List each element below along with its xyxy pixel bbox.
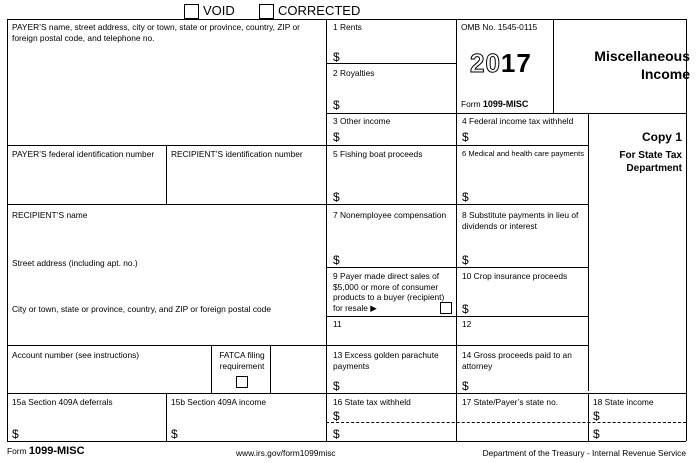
box15a-field[interactable] [24, 410, 165, 440]
box16-dollar-sign-1: $ [333, 409, 340, 423]
footer-url: www.irs.gov/form1099misc [236, 448, 336, 458]
box3-other-income-label: 3 Other income [333, 116, 391, 126]
account-number-field[interactable] [8, 362, 210, 392]
box11-label: 11 [333, 319, 342, 329]
box8-substitute-label: 8 Substitute payments in lieu of dividends or interest [462, 210, 579, 231]
payer-fed-id-label: PAYER’S federal identification number [12, 149, 155, 159]
box12-field[interactable] [457, 330, 587, 344]
fatca-checkbox[interactable] [236, 376, 248, 388]
recipient-name-label: RECIPIENT’S name [12, 210, 88, 220]
corrected-label: CORRECTED [278, 3, 361, 18]
box13-dollar-sign: $ [333, 379, 340, 393]
footer-form-name: Form 1099-MISC [7, 445, 85, 457]
box15a-label: 15a Section 409A deferrals [12, 397, 113, 407]
box9-checkbox[interactable] [440, 302, 452, 314]
footer-department: Department of the Treasury - Internal Revenue Service [482, 448, 686, 458]
street-address-label: Street address (including apt. no.) [12, 258, 138, 268]
box14-attorney-field[interactable] [474, 372, 587, 392]
box1-rents-field[interactable] [345, 34, 455, 62]
copy-for-label: For State Tax Department [619, 150, 682, 174]
box15a-dollar-sign: $ [12, 427, 19, 441]
recipient-id-field[interactable] [167, 162, 325, 203]
box2-royalties-field[interactable] [345, 80, 455, 112]
box10-crop-field[interactable] [474, 284, 587, 315]
box5-dollar-sign: $ [333, 190, 340, 204]
city-field[interactable] [8, 316, 325, 344]
box16-state-tax-field[interactable] [345, 408, 455, 440]
box8-dollar-sign: $ [462, 253, 469, 267]
form-title: Miscellaneous Income [594, 48, 690, 82]
box2-dollar-sign: $ [333, 98, 340, 112]
omb-form-name: Form 1099-MISC [461, 99, 529, 109]
box7-nonemployee-label: 7 Nonemployee compensation [333, 210, 447, 220]
box5-fishing-field[interactable] [345, 162, 455, 203]
box6-medical-label: 6 Medical and health care payments [462, 149, 584, 158]
recipient-name-field[interactable] [8, 222, 325, 256]
box4-fed-tax-field[interactable] [474, 128, 587, 144]
box6-dollar-sign: $ [462, 190, 469, 204]
box15b-dollar-sign: $ [171, 427, 178, 441]
city-label: City or town, state or province, country, and ZIP or foreign postal code [12, 304, 271, 314]
box1-dollar-sign: $ [333, 50, 340, 64]
box14-attorney-label: 14 Gross proceeds paid to an attorney [462, 350, 572, 371]
box18-dollar-sign-1: $ [593, 409, 600, 423]
omb-number: OMB No. 1545-0115 [461, 22, 538, 32]
copy-label: Copy 1 [641, 130, 682, 144]
fatca-label: FATCA filing requirement [219, 350, 265, 371]
recipient-id-label: RECIPIENT’S identification number [171, 149, 303, 159]
box12-label: 12 [462, 319, 472, 329]
payer-fed-id-field[interactable] [8, 162, 165, 203]
box1-rents-label: 1 Rents [333, 22, 362, 32]
box16-state-tax-label: 16 State tax withheld [333, 397, 411, 407]
box16-dollar-sign-2: $ [333, 427, 340, 441]
box5-fishing-label: 5 Fishing boat proceeds [333, 149, 423, 159]
box2-royalties-label: 2 Royalties [333, 68, 375, 78]
box8-substitute-field[interactable] [474, 232, 587, 266]
box18-state-income-field[interactable] [605, 408, 685, 440]
payer-name-field[interactable] [8, 44, 325, 144]
tax-year [470, 49, 532, 77]
box3-dollar-sign: $ [333, 130, 340, 144]
box17-state-no-field[interactable] [457, 408, 587, 440]
payer-name-label: PAYER’S name, street address, city or town, state or province, country, ZIP or foreign postal code, and telephone no. [12, 22, 300, 43]
corrected-checkbox[interactable] [259, 4, 274, 19]
box11-field[interactable] [327, 330, 455, 344]
box13-parachute-label: 13 Excess golden parachute payments [333, 350, 439, 371]
box18-state-income-label: 18 State income [593, 397, 654, 407]
box10-dollar-sign: $ [462, 302, 469, 316]
box3-other-income-field[interactable] [345, 128, 455, 144]
account-number-label: Account number (see instructions) [12, 350, 140, 360]
void-label: VOID [203, 3, 235, 18]
box15b-label: 15b Section 409A income [171, 397, 266, 407]
street-address-field[interactable] [8, 270, 325, 300]
box15b-field[interactable] [183, 410, 325, 440]
void-checkbox[interactable] [184, 4, 199, 19]
box14-dollar-sign: $ [462, 379, 469, 393]
box10-crop-label: 10 Crop insurance proceeds [462, 271, 568, 281]
box13-parachute-field[interactable] [345, 372, 455, 392]
tax-year-outline: 20 [470, 48, 501, 78]
box18-dollar-sign-2: $ [593, 427, 600, 441]
box17-state-no-label: 17 State/Payer’s state no. [462, 397, 559, 407]
box4-dollar-sign: $ [462, 130, 469, 144]
tax-year-bold: 17 [500, 48, 532, 78]
box7-dollar-sign: $ [333, 253, 340, 267]
box6-medical-field[interactable] [474, 162, 587, 203]
box9-direct-sales-label: 9 Payer made direct sales of $5,000 or more of consumer products to a buyer (recipient) for resale ▶ [333, 271, 445, 313]
box7-nonemployee-field[interactable] [345, 222, 455, 266]
box4-fed-tax-label: 4 Federal income tax withheld [462, 116, 574, 126]
